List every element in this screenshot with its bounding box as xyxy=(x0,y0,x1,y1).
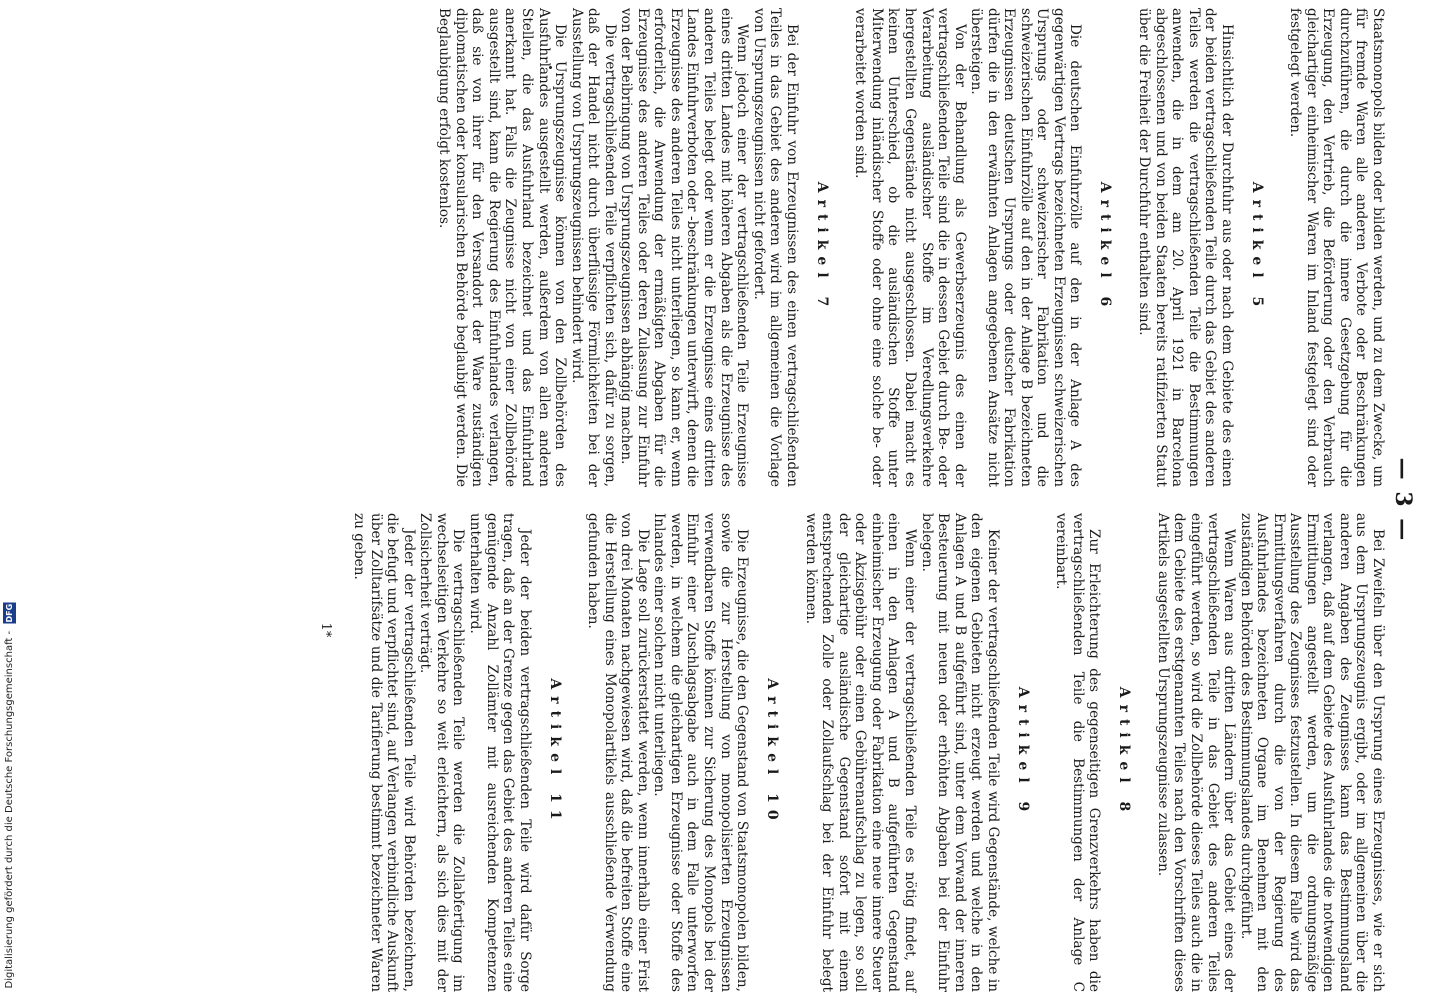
article-heading: Artikel 5 xyxy=(1248,181,1265,314)
paragraph: Bei Zweifeln über den Ursprung eines Erzeugnisses, wie er sich aus dem Ursprungszeugnis ergibt, oder im allgemeinen über die anderen Angaben des Zeugnisses kann das Bestimmungsland verlangen, daß auf dem Gebiete des Ausfuhrlandes die notwendigen Ermittlungen angestellt werden, um die ordnungsmäßige Ausstellung des Zeugnisses festzustellen. In diesem Falle wird das Ermittlungsverfahren durch die von der Regierung des Ausfuhrlandes bezeichneten Organe im Benehmen mit den zuständigen Behörden des Bestimmungslandes durchgeführt. xyxy=(1237,513,1386,992)
paragraph: Jeder der vertragschließenden Teile wird Behörden bezeichnen, die befugt und verpflichtet sind, auf Verlangen verbindliche Auskunft über Zolltarifsätze und die Tarifierung bestimmt bezeichneter Waren zu geben. xyxy=(351,513,417,992)
paragraph: Die Lage soll zurückerstattet werden, wenn innerhalb einer Frist von drei Monaten nachgewiesen wird, daß die befreiten Stoffe eine die Herstellung eines Monopolartikels ausschließende Verwendung gefunden haben. xyxy=(585,513,651,992)
paragraph: Die Ursprungszeugnisse können von den Zollbehörden des Ausfuhrlandes ausgestellt werden, außerdem von allen anderen Stellen, die das Ausfuhrland bezeichnet und das Einfuhrland anerkannt hat. Falls die Zeugnisse nicht von einer Zollbehörde ausgestellt sind, kann die Regierung des Einfuhrlandes verlangen, daß sie von ihrer für den Versandort der Ware zuständigen diplomatischen oder konsularischen Behörde beglaubigt werden. Die Beglaubigung erfolgt kostenlos. xyxy=(436,8,569,487)
article-heading: Artikel 7 xyxy=(813,181,830,314)
paragraph: Wenn einer der vertragschließenden Teile es nötig findet, auf einen in den Anlagen A und B aufgeführten Gegenstand einheimischer Erzeugung oder Fabrikation eine neue innere Steuer oder Akzisgebühr oder einen Gebührenaufschlag zu legen, so soll der gleichartige ausländische Gegenstand sofort mit einem entsprechenden Zolle oder Zollaufschlag bei der Einfuhr belegt werden können. xyxy=(802,513,918,992)
paragraph: Die vertragschließenden Teile verpflichten sich, dafür zu sorgen, daß der Handel nicht durch überflüssige Förmlichkeiten bei der Ausstellung von Ursprungszeugnissen behindert wird. xyxy=(568,8,618,487)
paragraph: Staatsmonopols bilden oder bilden werden, und zu dem Zwecke, um für fremde Waren alle anderen Verbote oder Beschränkungen durchzuführen, die durch die innere Gesetzgebung für die Erzeugung, den Vertrieb, die Beförderung oder den Verbrauch gleichartiger einheimischer Waren im Inland festgelegt sind oder festgelegt werden. xyxy=(1287,8,1386,487)
paragraph: Die vertragschließenden Teile werden die Zollabfertigung im wechselseitigen Verkehre so weit erleichtern, als sich dies mit der Zollsicherheit verträgt. xyxy=(417,513,467,992)
paragraph: Zur Erleichterung des gegenseitigen Grenzverkehrs haben die vertragschließenden Teile die Bestimmungen der Anlage C vereinbart. xyxy=(1053,513,1103,992)
paragraph: Von der Behandlung als Gewerbserzeugnis des einen der vertragschließenden Teile sind die in dessen Gebiet durch Be- oder Verarbeitung ausländischer Stoffe im Veredlungsverkehre hergestellten Gegenstände nicht ausgeschlossen. Dabei macht es keinen Unterschied, ob die ausländischen Stoffe unter Miterwendung inländischer Stoffe oder ohne eine solche be- oder verarbeitet worden sind. xyxy=(852,8,968,487)
page-number: — 3 — xyxy=(1390,457,1416,543)
text-columns xyxy=(351,8,1386,992)
article-heading: Artikel 6 xyxy=(1097,181,1114,314)
paragraph: Keiner der vertragschließenden Teile wird Gegenstände, welche in den eigenen Gebieten nicht erzeugt werden und welche in den Anlagen A und B aufgeführt sind, unter dem Vorwand der inneren Besteuerung mit neuen oder erhöhten Abgaben bei der Einfuhr belegen. xyxy=(918,513,1001,992)
paragraph: Die Erzeugnisse, die den Gegenstand von Staatsmonopolen bilden, sowie die zur Herstellung von monopolisierten Erzeugnissen verwendbaren Stoffe können zur Sicherung des Monopols bei der Einfuhr einer Zuschlagsabgabe auch in dem Falle unterworfen werden, in welchem die gleichartigen Erzeugnisse oder Stoffe des Inlandes einer solchen nicht unterliegen. xyxy=(651,513,751,992)
article-heading: Artikel 11 xyxy=(546,678,563,827)
article-heading: Artikel 9 xyxy=(1014,686,1031,819)
paragraph: Wenn Waren aus dritten Ländern über das Gebiet eines der vertragschließenden Teile in das Gebiet des anderen Teiles eingeführt werden, so wird die Zollbehörde dieses Teiles auch die in dem Gebiete des erstgenannten Teiles nach den Vorschriften dieses Artikels ausgestellten Ursprungszeugnisse zulassen. xyxy=(1154,513,1238,992)
right-column xyxy=(351,513,1386,992)
digitization-credit-text: Digitalisierung gefördert durch die Deutsche Forschungsgemeinschaft - xyxy=(3,630,15,988)
paragraph: Die deutschen Einfuhrzölle auf den in der Anlage A des gegenwärtigen Vertrags bezeichneten Erzeugnissen schweizerischen Ursprungs oder schweizerischer Fabrikation und die schweizerischen Einfuhrzölle auf den in der Anlage B bezeichneten Erzeugnissen deutschen Ursprungs oder deutscher Fabrikation dürfen die in den erwähnten Anlagen angegebenen Ansätze nicht übersteigen. xyxy=(968,8,1084,487)
paragraph: Jeder der beiden vertragschließenden Teile wird dafür Sorge tragen, daß an der Grenze gegen das Gebiet des anderen Teiles eine genügende Anzahl Zollämter mit ausreichenden Kompetenzen unterhalten wird. xyxy=(467,513,533,992)
paragraph: Bei der Einfuhr von Erzeugnissen des einen vertragschließenden Teiles in das Gebiet des anderen wird im allgemeinen die Vorlage von Ursprungszeugnissen nicht gefordert. xyxy=(750,8,800,487)
left-column xyxy=(351,8,1386,487)
article-heading: Artikel 10 xyxy=(764,678,781,827)
paragraph: Hinsichtlich der Durchfuhr aus oder nach dem Gebiete des einen der beiden vertragschließenden Teile durch das Gebiet des anderen Teiles werden die vertragschließenden Teile die Bestimmungen anwenden, die in dem am 20. April 1921 in Barcelona abgeschlossenen und von beiden Staaten bereits ratifizierten Statut über die Freiheit der Durchfuhr enthalten sind. xyxy=(1135,8,1235,487)
article-heading: Artikel 8 xyxy=(1116,686,1133,819)
paragraph: Wenn jedoch einer der vertragschließenden Teile Erzeugnisse eines dritten Landes mit höheren Abgaben als die Erzeugnisse des anderen Teiles belegt oder wenn er die Erzeugnisse eines dritten Landes Einfuhrverboten oder -beschränkungen unterwirft, denen die Erzeugnisse des anderen Teiles nicht unterliegen, so kann er, wenn erforderlich, die Anwendung der ermäßigten Abgaben für die Erzeugnisse des anderen Teiles oder deren Zulassung zur Einfuhr von der Beibringung von Ursprungszeugnissen abhängig machen. xyxy=(618,8,751,487)
page-header xyxy=(1390,8,1416,992)
signature-mark: 1* xyxy=(317,622,333,638)
dfg-logo: DFG xyxy=(4,603,14,623)
